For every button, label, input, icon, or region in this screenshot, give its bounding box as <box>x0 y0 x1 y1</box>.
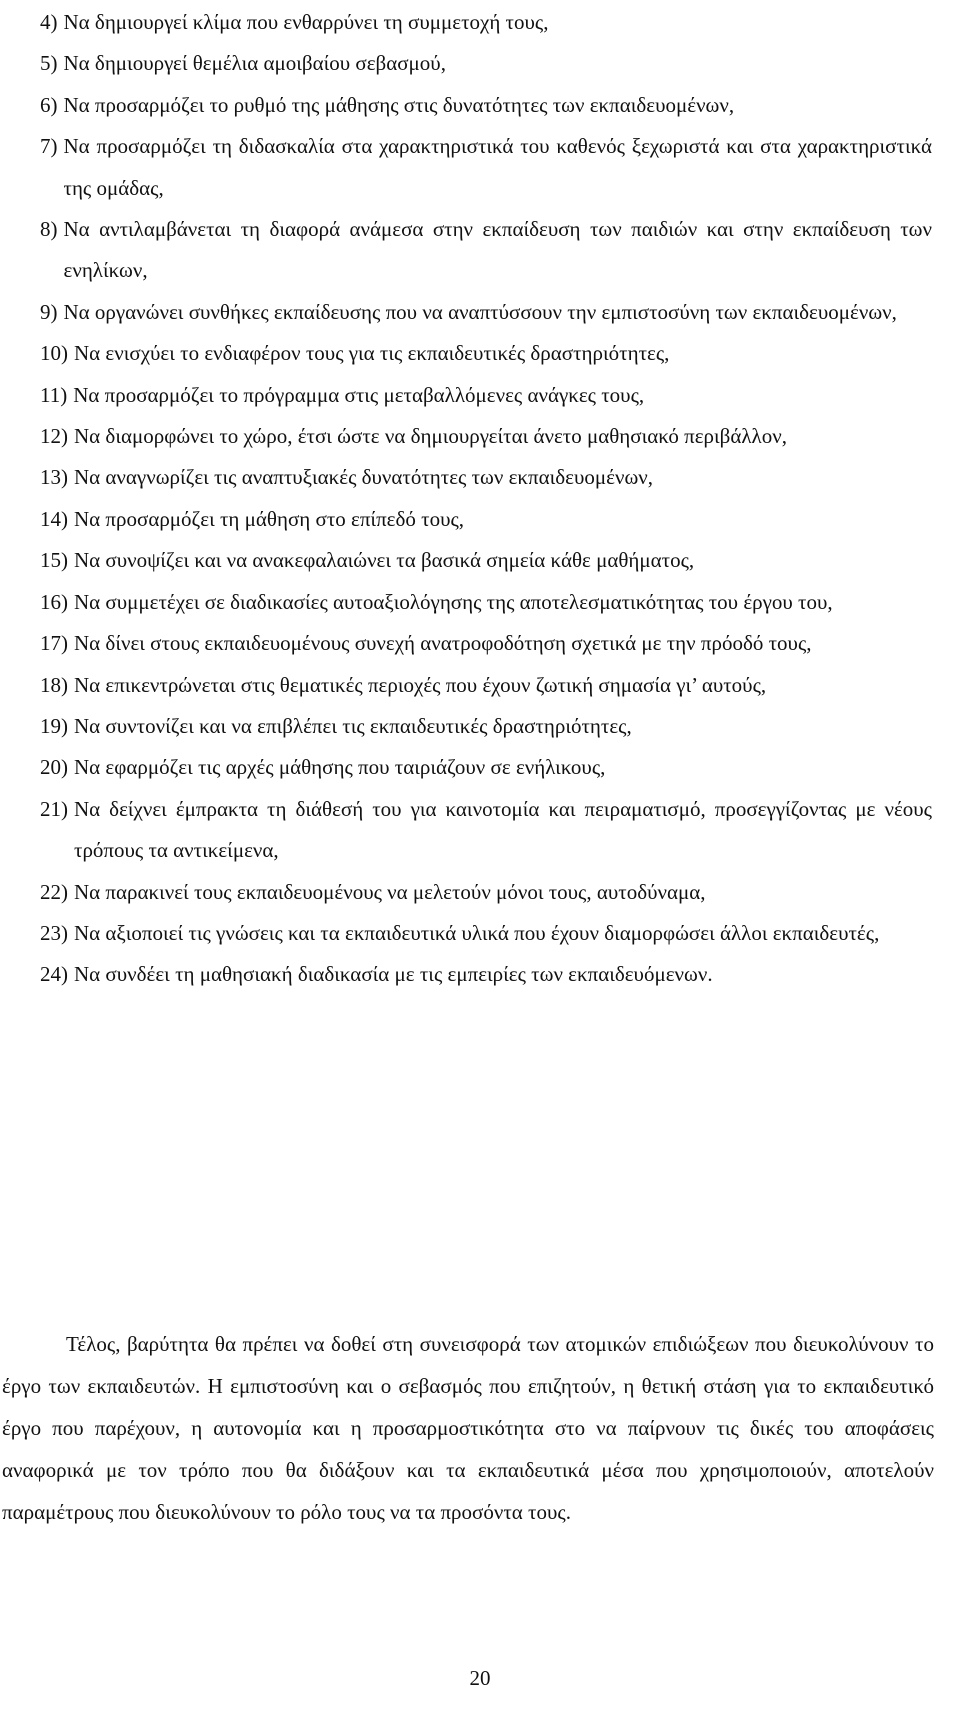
list-item <box>40 457 932 498</box>
list-item-number: 16) <box>40 589 68 614</box>
list-item-text: Να δίνει στους εκπαιδευομένους συνεχή ανατροφοδότηση σχετικά με την πρόοδό τους, <box>74 631 812 656</box>
list-item <box>40 209 932 292</box>
list-item-number: 14) <box>40 506 68 531</box>
list-item-text: Να αναγνωρίζει τις αναπτυξιακές δυνατότητες των εκπαιδευομένων, <box>74 465 654 490</box>
list-item-number: 7) <box>40 134 58 159</box>
list-item-text: Να συμμετέχει σε διαδικασίες αυτοαξιολόγησης της αποτελεσματικότητας του έργου του, <box>74 589 833 614</box>
list-item-number: 13) <box>40 465 68 490</box>
list-item-text: Να ενισχύει το ενδιαφέρον τους για τις εκπαιδευτικές δραστηριότητες, <box>74 341 670 366</box>
list-item-text: Να προσαρμόζει τη μάθηση στο επίπεδό τους, <box>74 506 465 531</box>
list-item-text: Να εφαρμόζει τις αρχές μάθησης που ταιριάζουν σε ενήλικους, <box>74 755 606 780</box>
list-item-number: 8) <box>40 217 58 242</box>
list-item-text: Να προσαρμόζει τη διδασκαλία στα χαρακτηριστικά του καθενός ξεχωριστά και στα χαρακτηριστικά της ομάδας, <box>63 134 932 200</box>
list-item-number: 4) <box>40 10 58 34</box>
list-item <box>40 540 932 581</box>
list-item <box>40 126 932 209</box>
list-item-number: 21) <box>40 796 68 821</box>
page-number: 20 <box>469 1666 491 1690</box>
list-item <box>40 789 932 872</box>
list-item <box>40 2 932 43</box>
list-item-number: 24) <box>40 962 68 987</box>
list-item-number: 22) <box>40 879 68 904</box>
list-item-text: Να προσαρμόζει το πρόγραμμα στις μεταβαλλόμενες ανάγκες τους, <box>73 382 645 407</box>
list-item-text: Να συνδέει τη μαθησιακή διαδικασία με τις εμπειρίες των εκπαιδευόμενων. <box>74 962 713 987</box>
list-item <box>40 954 932 995</box>
list-item <box>40 85 932 126</box>
list-item-text: Να αξιοποιεί τις γνώσεις και τα εκπαιδευτικά υλικά που έχουν διαμορφώσει άλλοι εκπαιδευτές, <box>74 920 880 945</box>
list-item-text: Να οργανώνει συνθήκες εκπαίδευσης που να αναπτύσσουν την εμπιστοσύνη των εκπαιδευομένων, <box>63 299 897 324</box>
list-item-number: 10) <box>40 341 68 366</box>
list-item <box>40 665 932 706</box>
list-item-number: 20) <box>40 755 68 780</box>
list-item <box>40 582 932 623</box>
list-item-number: 19) <box>40 713 68 738</box>
list-item-text: Να διαμορφώνει το χώρο, έτσι ώστε να δημιουργείται άνετο μαθησιακό περιβάλλον, <box>74 424 787 449</box>
list-item <box>40 43 932 84</box>
list-item-text: Να παρακινεί τους εκπαιδευομένους να μελετούν μόνοι τους, αυτοδύναμα, <box>74 879 706 904</box>
closing-paragraph: Τέλος, βαρύτητα θα πρέπει να δοθεί στη συνεισφορά των ατομικών επιδιώξεων που διευκολύνουν το έργο των εκπαιδευτών. Η εμπιστοσύνη και ο σεβασμός που επιζητούν, η θετική στάση για το εκπαιδευτικό έργο που παρέχουν, η αυτονομία και η προσαρμοστικότητα στο να παίρνουν τις δικές του αποφάσεις αναφορικά με τον τρόπο που θα διδάξουν και τα εκπαιδευτικά μέσα που χρησιμοποιούν, αποτελούν παραμέτρους που διευκολύνουν το ρόλο τους να τα προσόντα τους. <box>2 1332 934 1524</box>
list-item-text: Να προσαρμόζει το ρυθμό της μάθησης στις δυνατότητες των εκπαιδευομένων, <box>63 92 735 117</box>
list-item <box>40 416 932 457</box>
list-item-text: Να επικεντρώνεται στις θεματικές περιοχές που έχουν ζωτική σημασία γι’ αυτούς, <box>74 672 767 697</box>
list-item-number: 15) <box>40 548 68 573</box>
list-item-text: Να συντονίζει και να επιβλέπει τις εκπαιδευτικές δραστηριότητες, <box>74 713 632 738</box>
list-item-text: Να δείχνει έμπρακτα τη διάθεσή του για καινοτομία και πειραματισμό, προσεγγίζοντας με νέους τρόπους τα αντικείμενα, <box>74 796 932 863</box>
list-item <box>40 375 932 416</box>
list-item-number: 23) <box>40 920 68 945</box>
list-item-number: 17) <box>40 631 68 656</box>
list-item <box>40 623 932 664</box>
list-item-number: 6) <box>40 92 58 117</box>
list-item <box>40 913 932 954</box>
list-item <box>40 706 932 747</box>
list-item-text: Να συνοψίζει και να ανακεφαλαιώνει τα βασικά σημεία κάθε μαθήματος, <box>74 548 695 573</box>
list-item <box>40 872 932 913</box>
list-item-number: 9) <box>40 299 58 324</box>
list-item <box>40 333 932 374</box>
list-item-number: 5) <box>40 51 58 76</box>
list-item <box>40 292 932 333</box>
list-item <box>40 747 932 788</box>
competencies-list <box>40 2 932 996</box>
list-item-number: 12) <box>40 424 68 449</box>
list-item-text: Να δημιουργεί κλίμα που ενθαρρύνει τη συμμετοχή τους, <box>63 10 549 34</box>
list-item <box>40 499 932 540</box>
list-item-text: Να δημιουργεί θεμέλια αμοιβαίου σεβασμού, <box>63 51 446 76</box>
list-item-number: 18) <box>40 672 68 697</box>
list-item-text: Να αντιλαμβάνεται τη διαφορά ανάμεσα στην εκπαίδευση των παιδιών και στην εκπαίδευση των ενηλίκων, <box>63 217 932 283</box>
list-item-number: 11) <box>40 382 68 407</box>
